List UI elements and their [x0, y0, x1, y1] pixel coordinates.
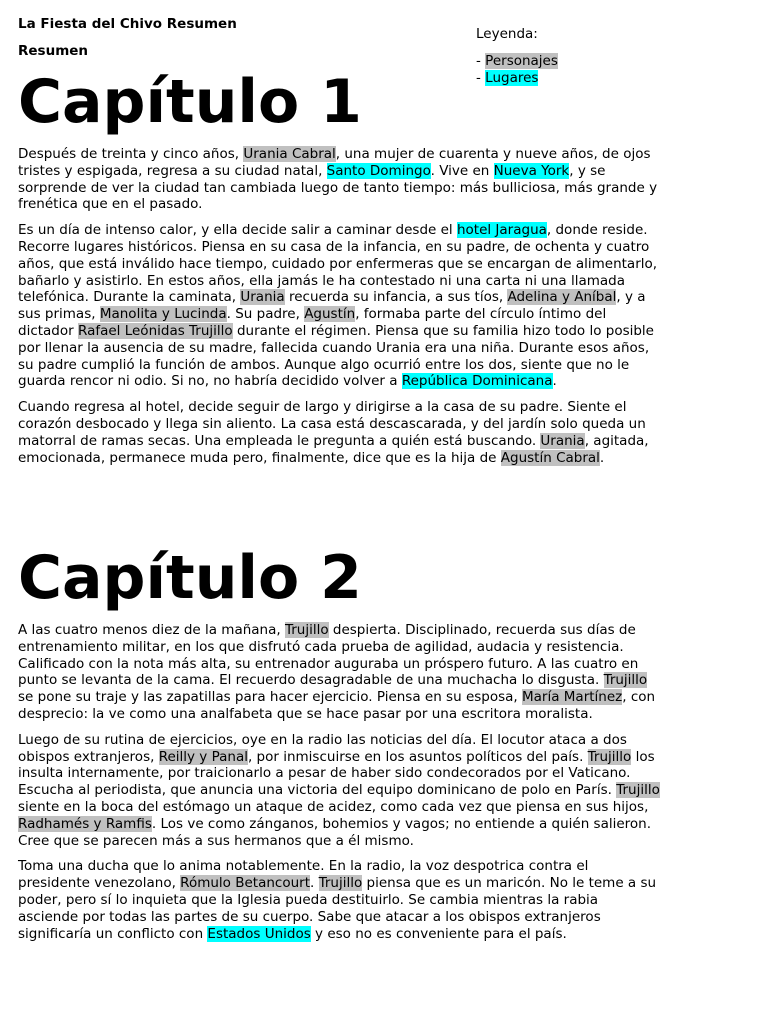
chapter-heading: Capítulo 2	[18, 543, 362, 613]
paragraph	[18, 732, 660, 850]
character-highlight: Urania	[240, 289, 285, 306]
character-highlight: Manolita y Lucinda	[99, 306, 227, 323]
text-run: , y se sorprende de ver la ciudad tan cambiada luego de tanto tiempo: más bulliciosa, más grande y frenética que en el pasado.	[18, 162, 658, 213]
text-run: , y a sus primas,	[18, 289, 646, 323]
paragraph	[18, 222, 660, 390]
text-run: siente en la boca del estómago un ataque de acidez, como cada vez que piensa en sus hijos,	[18, 798, 649, 815]
character-highlight: Trujillo	[603, 672, 648, 689]
chapter-heading: Capítulo 1	[18, 67, 362, 137]
text-run: . Vive en	[430, 162, 494, 179]
document-title: La Fiesta del Chivo Resumen	[18, 16, 237, 32]
text-run: Toma una ducha que lo anima notablemente. En la radio, la voz despotrica contra el presidente venezolano,	[18, 858, 589, 892]
character-highlight: Agustín Cabral	[500, 449, 600, 466]
paragraph	[18, 146, 660, 213]
character-highlight: Urania Cabral	[243, 146, 336, 162]
text-run: A las cuatro menos diez de la mañana,	[18, 622, 285, 638]
character-highlight: Trujillo	[616, 782, 660, 799]
character-highlight: Trujillo	[587, 748, 632, 765]
text-run: .	[599, 449, 605, 466]
paragraph	[18, 858, 660, 942]
text-run: , formaba parte del círculo íntimo del dictador	[18, 306, 607, 339]
text-run: los insulta internamente, por traicionarlo a pesar de haber sido condecorados por el Vaticano. Escucha al periodista, que anuncia una victoria del equipo dominicano de polo en París.	[18, 748, 655, 799]
character-highlight: Urania	[540, 432, 585, 449]
chapter-body	[18, 146, 660, 466]
legend-heading: Leyenda:	[476, 26, 538, 42]
character-highlight: Adelina y Aníbal	[507, 289, 617, 306]
legend-label-personajes: Personajes	[485, 53, 558, 69]
character-highlight: Rafael Leónidas Trujillo	[77, 322, 233, 339]
legend-prefix: -	[476, 53, 486, 69]
character-highlight: Trujillo	[318, 875, 363, 892]
text-run: . Los ve como zánganos, bohemios y vagos; no entiende a quién salieron. Cree que se parecen más a sus hermanos que a él mismo.	[18, 815, 652, 849]
paragraph	[18, 399, 660, 466]
place-highlight: Estados Unidos	[207, 925, 311, 942]
character-highlight: María Martínez	[522, 689, 623, 706]
paragraph	[18, 622, 660, 723]
place-highlight: hotel Jaragua	[456, 222, 547, 239]
place-highlight: Nueva York	[493, 162, 570, 179]
text-run: , por inmiscuirse en los asuntos políticos del país.	[247, 748, 588, 765]
text-run: recuerda su infancia, a sus tíos,	[284, 289, 508, 306]
character-highlight: Rómulo Betancourt	[180, 875, 310, 892]
text-run: . Su padre,	[226, 306, 305, 323]
text-run: .	[309, 875, 319, 892]
character-highlight: Reilly y Panal	[158, 748, 248, 765]
legend-prefix: -	[476, 70, 486, 86]
text-run: Luego de su rutina de ejercicios, oye en la radio las noticias del día. El locutor ataca a dos obispos extranjeros,	[18, 731, 627, 765]
text-run: y eso no es conveniente para el país.	[310, 925, 567, 942]
text-run: Después de treinta y cinco años,	[18, 146, 244, 162]
place-highlight: República Dominicana	[401, 373, 553, 390]
text-run: , donde reside. Recorre lugares históricos. Piensa en su casa de la infancia, en su padre, de ochenta y cuatro años, que está inválido hace tiempo, cuidado por enfermeras que se encargan de alimentarlo, bañarlo y asistirlo. En estos años, ella jamás le ha contestado ni una carta ni una llamada telefónica. Durante la caminata,	[18, 222, 658, 306]
text-run: , con desprecio: la ve como una analfabeta que se hace pasar por una escritora moralista.	[18, 689, 656, 722]
chapter-2	[18, 543, 660, 951]
text-run: Cuando regresa al hotel, decide seguir de largo y dirigirse a la casa de su padre. Siente el corazón desbocado y llega sin aliento. La casa está descascarada, y del jardín solo queda un matorral de ramas secas. Una empleada le pregunta a quién está buscando.	[18, 399, 646, 449]
text-run: , una mujer de cuarenta y nueve años, de ojos tristes y espigada, regresa a su ciudad natal,	[18, 146, 651, 179]
text-run: despierta. Disciplinado, recuerda sus días de entrenamiento militar, en los que disfrutó cada prueba de agilidad, audacia y resistencia. Calificado con la nota más alta, su entrenador auguraba un próspero futuro. A las cuatro en punto se levanta de la cama. El recuerdo desagradable de una muchacha lo disgusta.	[18, 622, 639, 689]
text-run: se pone su traje y las zapatillas para hacer ejercicio. Piensa en su esposa,	[18, 689, 522, 706]
text-run: Es un día de intenso calor, y ella decide salir a caminar desde el	[18, 222, 457, 239]
chapter-1	[18, 67, 660, 475]
text-run: piensa que es un maricón. No le teme a su poder, pero sí lo inquieta que la Iglesia pueda destituirlo. Se cambia mientras la rabia asciende por todas las partes de su cuerpo. Sabe que atacar a los obispos extranjeros significaría un conflicto con	[18, 875, 657, 942]
text-run: , agitada, emocionada, permanece muda pero, finalmente, dice que es la hija de	[18, 432, 649, 466]
text-run: .	[552, 373, 557, 390]
place-highlight: Santo Domingo	[326, 162, 431, 179]
chapter-body	[18, 622, 660, 942]
text-run: durante el régimen. Piensa que su familia hizo todo lo posible por llenar la ausencia de su madre, fallecida cuando Urania era una niña. Durante esos años, su padre cumplió la función de ambos. Aunque algo ocurrió entre los dos, siente que no le guarda rencor ni odio. Si no, no habría decidido volver a	[18, 322, 654, 390]
character-highlight: Radhamés y Ramfis	[18, 815, 152, 832]
legend-label-lugares: Lugares	[485, 70, 539, 86]
character-highlight: Agustín	[304, 306, 356, 323]
character-highlight: Trujillo	[284, 622, 329, 638]
document-subtitle: Resumen	[18, 43, 89, 59]
legend-item-personajes	[476, 53, 558, 70]
